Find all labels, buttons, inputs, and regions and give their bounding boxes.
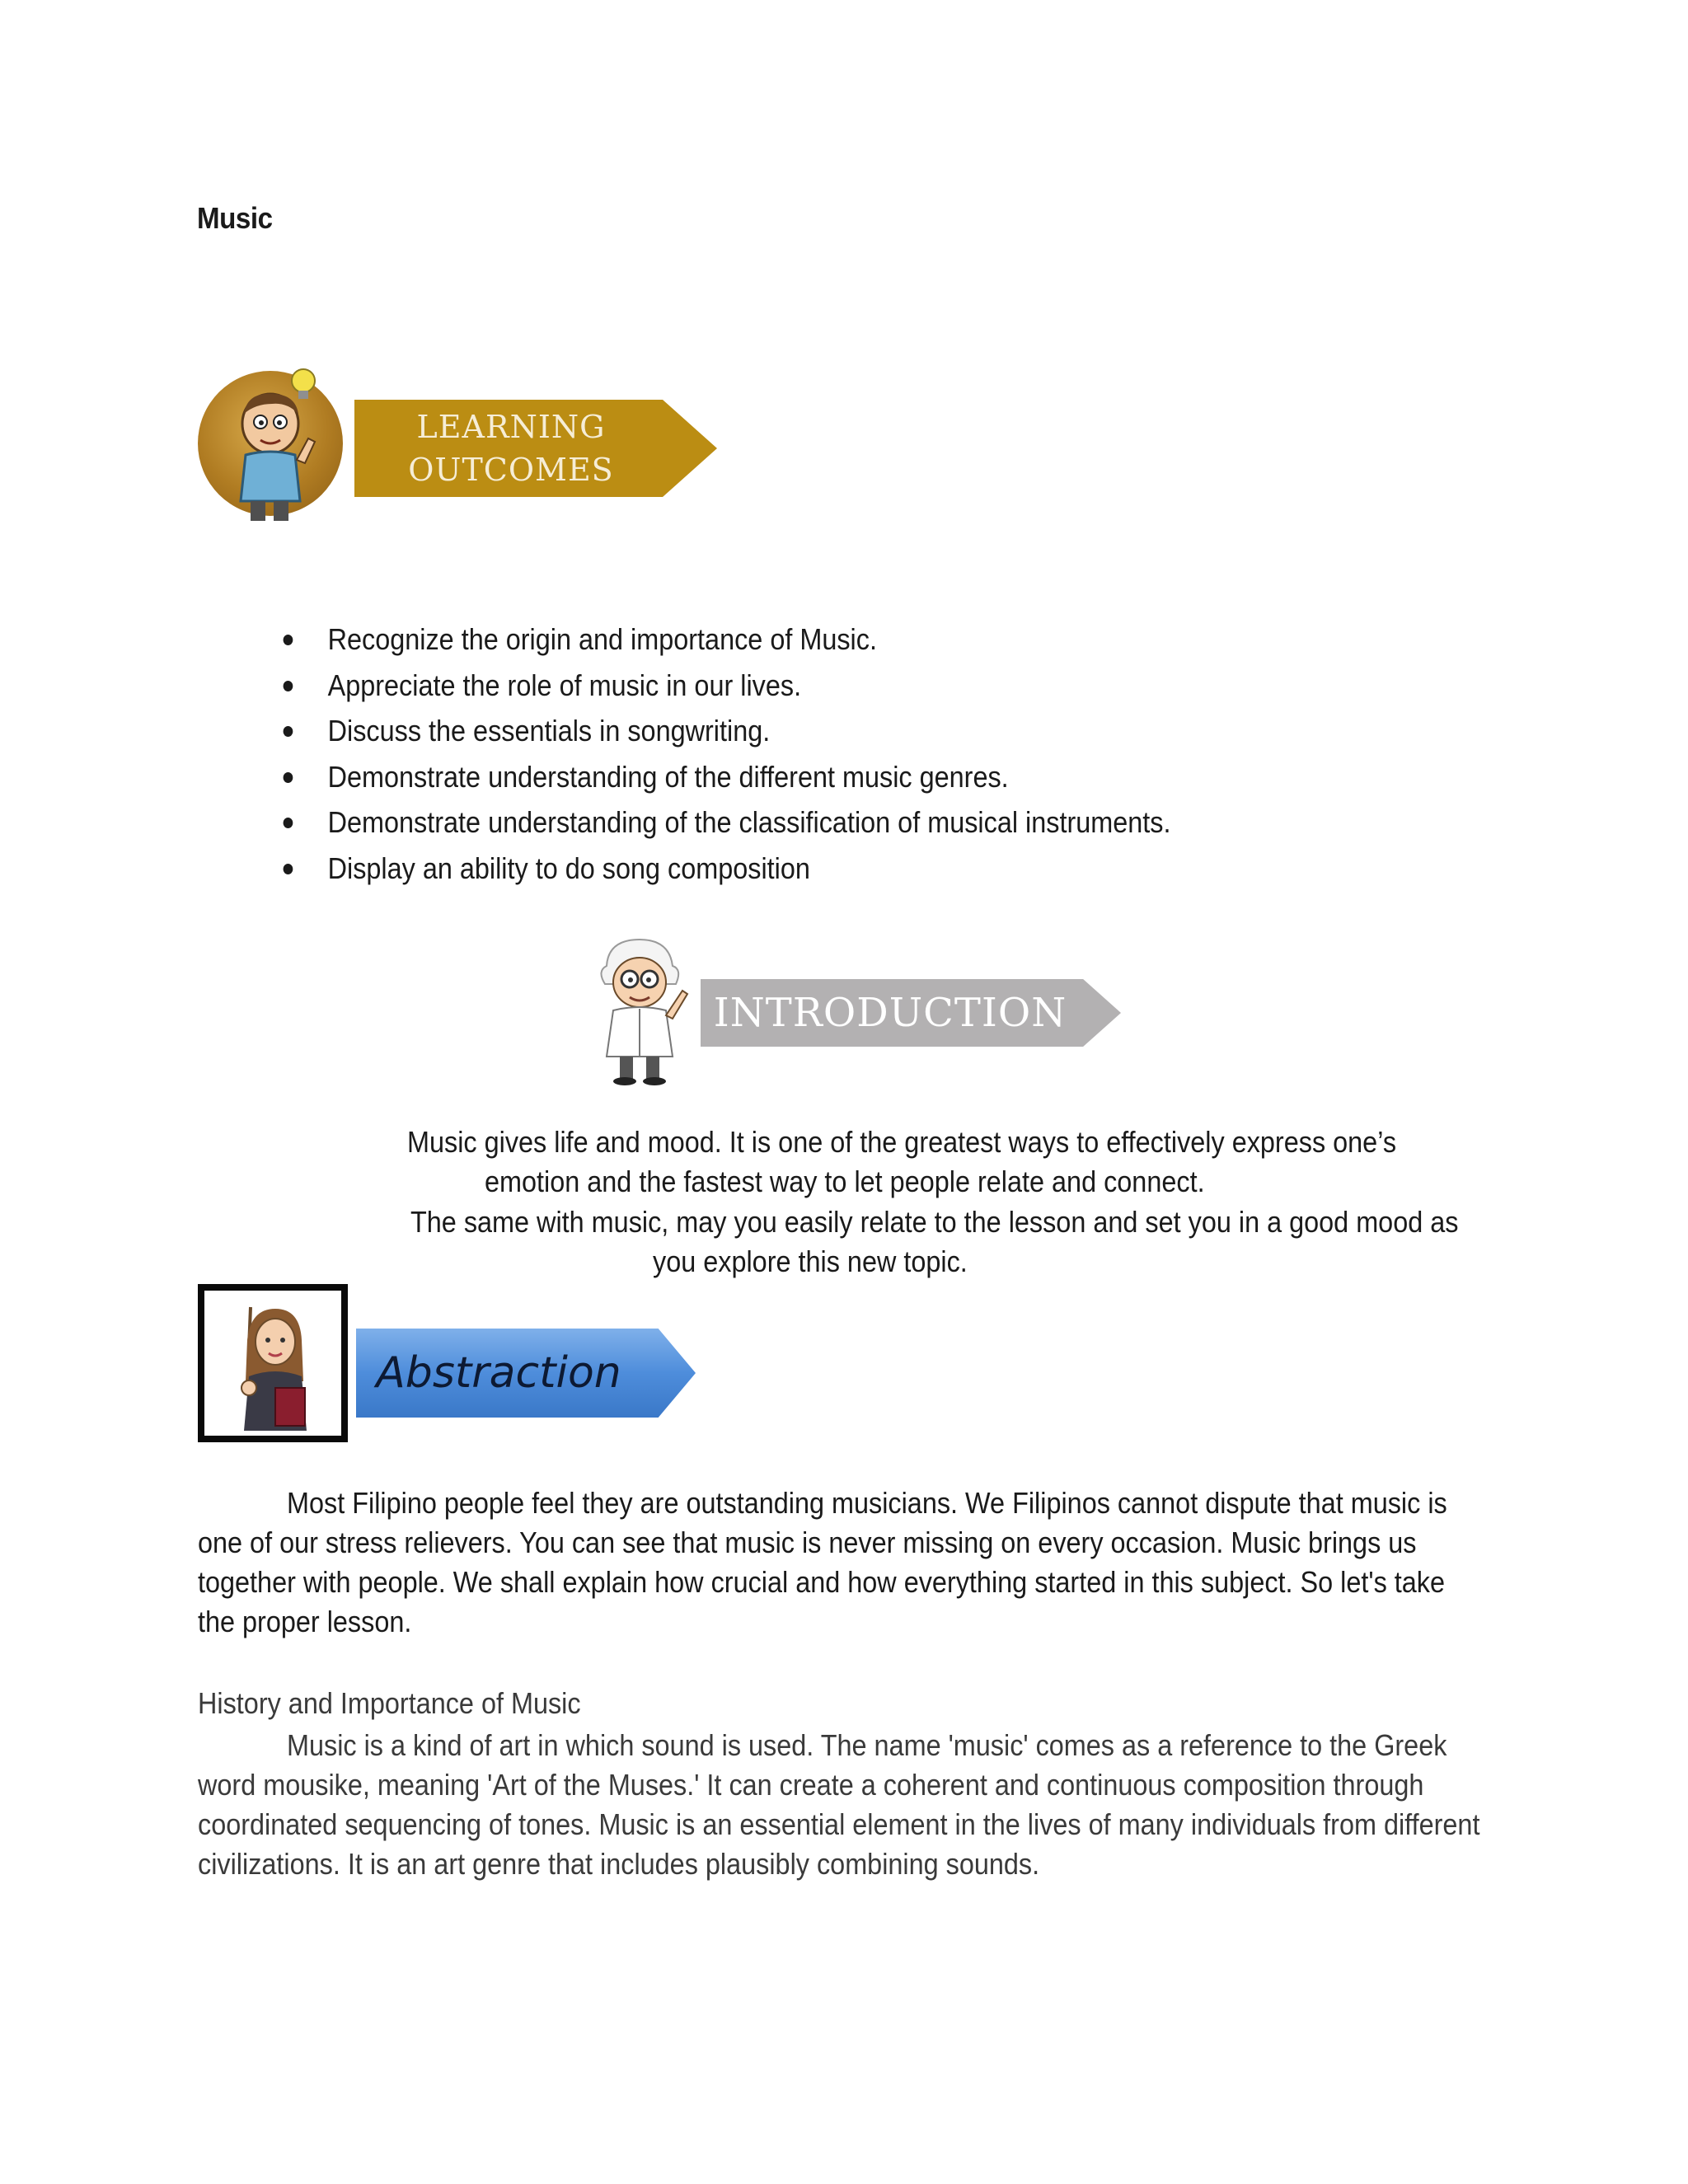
paragraph-line: the proper lesson. [198, 1605, 412, 1638]
list-item-text: Appreciate the role of music in our lives. [327, 668, 802, 702]
professor-icon [584, 933, 699, 1086]
abstraction-paragraph [198, 1483, 1490, 1642]
list-item-text: Recognize the origin and importance of Music. [327, 622, 877, 656]
paragraph-line: coordinated sequencing of tones. Music is an essential element in the lives of many individuals from different [198, 1807, 1480, 1841]
introduction-line: emotion and the fastest way to let people relate and connect. [485, 1165, 1205, 1198]
paragraph-line: word mousike, meaning 'Art of the Muses.' It can create a coherent and continuous composition through [198, 1768, 1424, 1802]
bullet-icon [284, 635, 293, 645]
learning-outcomes-list [280, 616, 1270, 891]
paragraph-line: Music is a kind of art in which sound is used. The name 'music' comes as a reference to the Greek [287, 1728, 1447, 1762]
list-item [280, 846, 1171, 892]
list-item-text: Display an ability to do song composition [327, 851, 810, 885]
introduction-label: INTRODUCTION [713, 990, 1067, 1036]
learning-outcomes-line2: OUTCOMES [408, 452, 614, 488]
section-heading: History and Importance of Music [198, 1686, 581, 1720]
learning-outcomes-line1: LEARNING [416, 409, 606, 445]
paragraph-line: civilizations. It is an art genre that includes plausibly combining sounds. [198, 1847, 1040, 1881]
learning-outcomes-label [354, 400, 668, 497]
bullet-icon [284, 864, 293, 874]
learning-outcomes-banner [198, 363, 724, 527]
abstraction-image-frame [198, 1284, 348, 1442]
abstraction-label: Abstraction [376, 1348, 621, 1398]
bullet-icon [284, 681, 293, 691]
list-item [280, 799, 1171, 846]
bullet-icon [284, 726, 293, 737]
list-item [280, 708, 1171, 754]
paragraph-line: one of our stress relievers. You can see that music is never missing on every occasion. Music brings us [198, 1526, 1417, 1559]
introduction-banner [584, 933, 1123, 1086]
page-title: Music [197, 201, 273, 235]
bullet-icon [284, 772, 293, 783]
list-item-text: Demonstrate understanding of the classification of musical instruments. [327, 805, 1171, 839]
paragraph-line: Most Filipino people feel they are outstanding musicians. We Filipinos cannot dispute that music is [287, 1486, 1447, 1520]
abstraction-banner [198, 1284, 701, 1442]
list-item-text: Demonstrate understanding of the different music genres. [327, 759, 1009, 794]
introduction-line: The same with music, may you easily relate to the lesson and set you in a good mood as [410, 1205, 1459, 1239]
history-paragraph [198, 1726, 1490, 1884]
list-item [280, 754, 1171, 800]
list-item-text: Discuss the essentials in songwriting. [327, 714, 771, 748]
introduction-line: Music gives life and mood. It is one of the greatest ways to effectively express one’s [407, 1125, 1397, 1159]
bullet-icon [284, 818, 293, 828]
cartoon-boy-lightbulb-icon [198, 363, 346, 527]
teacher-icon [204, 1291, 341, 1436]
list-item [280, 663, 1171, 709]
paragraph-line: together with people. We shall explain how crucial and how everything started in this subject. So let's take [198, 1565, 1446, 1599]
list-item [280, 616, 1171, 663]
introduction-line: you explore this new topic. [653, 1244, 968, 1278]
